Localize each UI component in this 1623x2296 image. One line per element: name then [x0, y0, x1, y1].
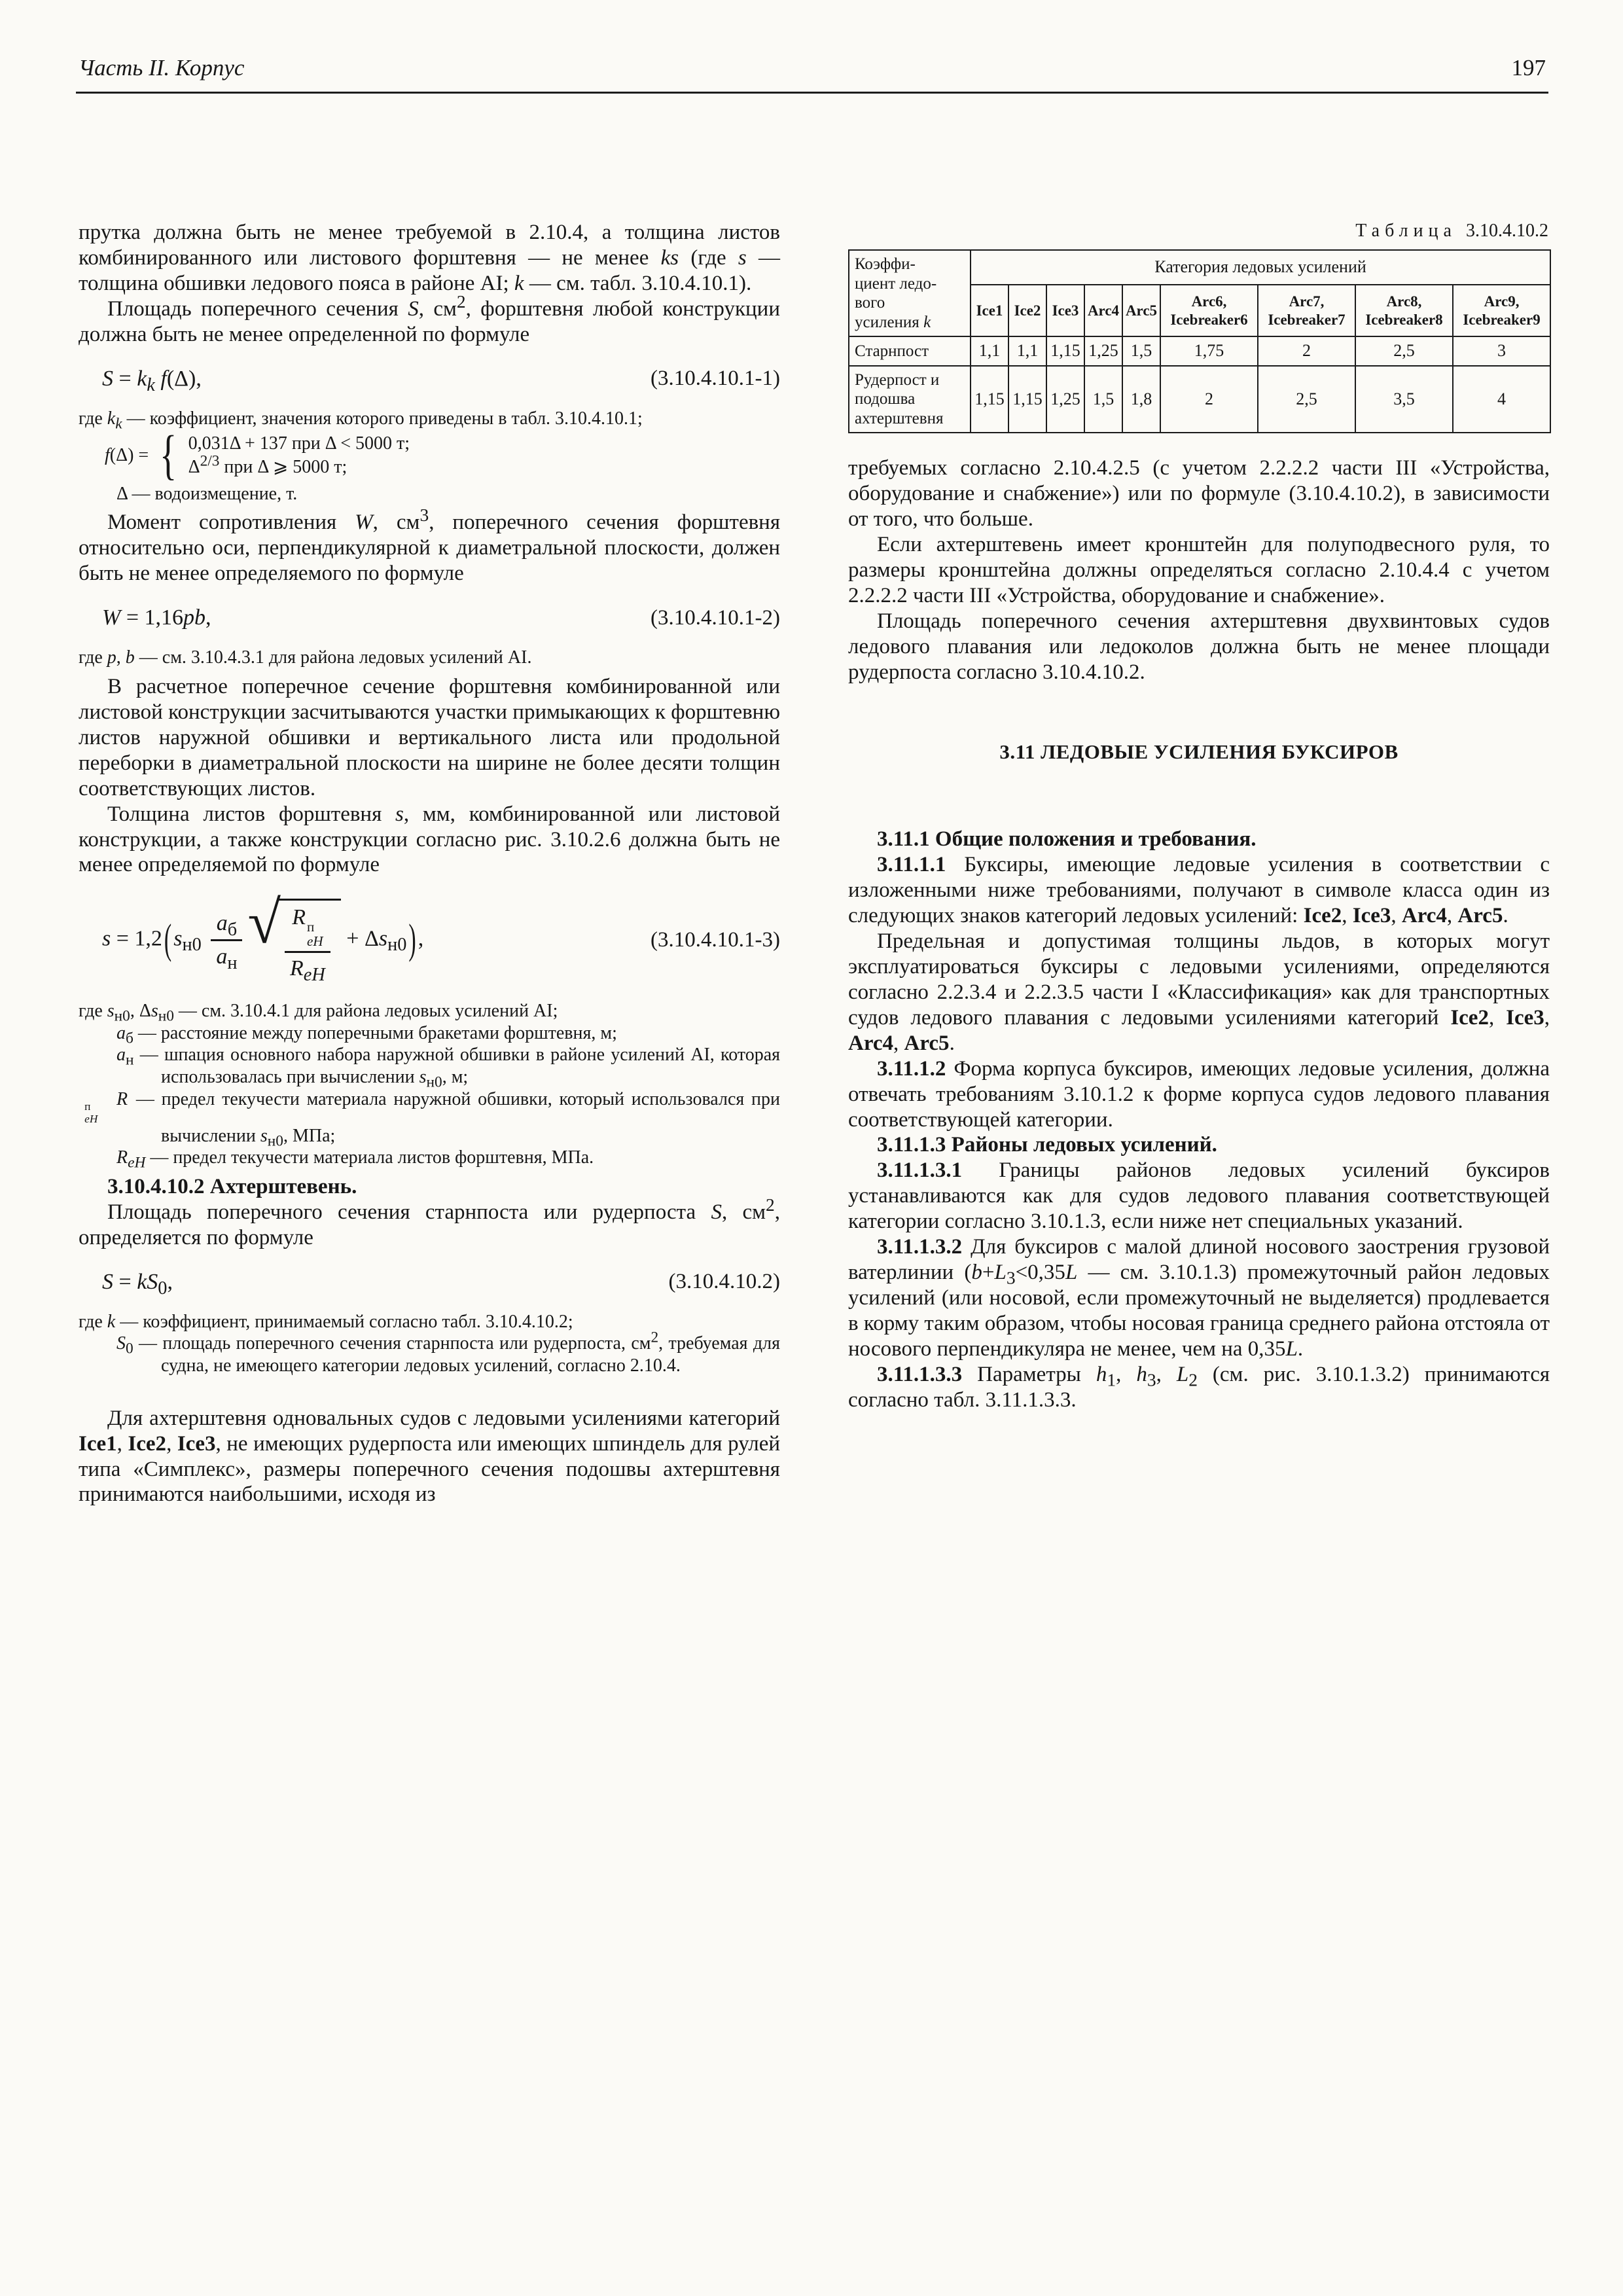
paragraph: Толщина листов форштевня s, мм, комбинированной или листовой конструкции, а также конструкции согласно рис. 3.10.2.6 должна быть не менее определяемой по формуле: [79, 802, 780, 877]
column-header: Arc8, Icebreaker8: [1355, 285, 1453, 336]
cell: 1,8: [1122, 366, 1160, 433]
section-heading-3-11: 3.11 ЛЕДОВЫЕ УСИЛЕНИЯ БУКСИРОВ: [999, 740, 1399, 763]
table-row: [849, 366, 1550, 433]
paragraph: 3.11.1.3.1 Границы районов ледовых усилений буксиров устанавливаются как для судов ледового плавания соответствующей категории согласно 3.10.1.3, если ниже нет специальных указаний.: [848, 1158, 1550, 1234]
piecewise-case: 0,031Δ + 137 при Δ < 5000 т;: [188, 433, 410, 454]
table-caption-word: Таблица: [1355, 221, 1457, 241]
column-header: Ice1: [971, 285, 1008, 336]
row-label: Старнпост: [849, 336, 971, 366]
equation-number: (3.10.4.10.1-1): [651, 367, 780, 391]
column-header: Arc4: [1084, 285, 1122, 336]
cell: 1,15: [1008, 366, 1046, 433]
piecewise-cases: [188, 433, 410, 478]
definition-line: $a_н$ — шпация основного набора наружной обшивки в районе усилений AI, которая использовалась при вычислении $s_{н0}$, м;: [116, 1045, 780, 1091]
cell: 1,5: [1084, 366, 1122, 433]
definitions-block: [79, 1000, 780, 1172]
column-header: Arc7, Icebreaker7: [1258, 285, 1355, 336]
cell: 1,15: [971, 366, 1008, 433]
paragraph: Площадь поперечного сечения S, $см^2$, форштевня любой конструкции должна быть не менее определенной по формуле: [79, 291, 781, 346]
row-label: Рудерпост и подошва ахтерштевня: [849, 366, 971, 433]
table-caption-number: 3.10.4.10.2: [1466, 221, 1548, 241]
definition-line: где $k_k$ — коэффициент, значения которого приведены в табл. 3.10.4.10.1;: [79, 408, 643, 433]
piecewise-formula: [105, 425, 780, 486]
subsection-heading: 3.11.1.3 Районы ледовых усилений.: [877, 1133, 1217, 1157]
running-head: [79, 56, 1546, 79]
paragraph: требуемых согласно 2.10.4.2.5 (с учетом 2.2.2.2 части III «Устройства, оборудование и снабжение») или по формуле (3.10.4.10.2), в зависимости от того, что больше.: [848, 456, 1550, 531]
definition-line: где $s_{н0}$, $\Delta s_{н0}$ — см. 3.10.4.1 для района ледовых усилений AI;: [79, 1001, 558, 1025]
equation-number: (3.10.4.10.1-2): [651, 605, 780, 630]
table-header-row: [849, 250, 1550, 285]
left-column: [79, 220, 780, 1507]
column-header: Ice3: [1046, 285, 1084, 336]
formula-3-10-4-10-1-3: [79, 889, 780, 985]
paragraph: 3.11.1.3.2 Для буксиров с малой длиной носового заострения грузовой ватерлинии ($b+L_3<0,35L$ — см. 3.10.1.3) промежуточный район ледовых усилений (или носовой, если промежуточный не выделяется) продлевается в корму таким образом, чтобы носовая граница среднего района отстояла от носового перпендикуляра не менее, чем на 0,35L.: [848, 1235, 1550, 1361]
equation-number: (3.10.4.10.2): [668, 1270, 780, 1294]
formula-3-10-4-10-2: [79, 1269, 780, 1299]
formula-body: W = 1,16pb,: [102, 605, 211, 630]
paragraph: Площадь поперечного сечения ахтерштевня двухвинтовых судов ледового плавания или ледоколов должна быть не менее площади рудерпоста согласно 3.10.4.10.2.: [848, 609, 1550, 684]
paragraph: В расчетное поперечное сечение форштевня комбинированной или листовой конструкции засчитываются участки примыкающих к форштевню листов наружной обшивки и вертикального листа или продольной переборки в диаметральной плоскости на ширине не более десяти толщин соответствующих листов.: [79, 674, 780, 800]
paragraph: Если ахтерштевень имеет кронштейн для полуподвесного руля, то размеры кронштейна должны определяться согласно 2.10.4.4 с учетом 2.2.2.2 части III «Устройства, оборудование и снабжение».: [848, 533, 1550, 607]
header-rule: [76, 92, 1548, 94]
table-group-header: Категория ледовых усилений: [971, 250, 1550, 285]
piecewise-case: $\Delta^{2/3}$ при Δ ⩾ 5000 т;: [188, 452, 348, 478]
cell: 2: [1160, 366, 1258, 433]
definitions-block: [79, 1311, 780, 1377]
formula-3-10-4-10-1-2: [79, 605, 780, 631]
table-caption: [848, 220, 1548, 242]
column-header: Arc6, Icebreaker6: [1160, 285, 1258, 336]
paragraph: Площадь поперечного сечения старнпоста или рудерпоста S, $см^2$, определяется по формуле: [79, 1194, 780, 1249]
paragraph: 3.11.1.2 Форма корпуса буксиров, имеющих ледовые усиления, должна отвечать требованиям 3.10.1.2 к форме корпуса судов ледового плавания соответствующей категории.: [848, 1056, 1550, 1132]
table-corner-header: Коэффи- циент ледо- вого усиления k: [849, 250, 971, 336]
paragraph: 3.11.1.3.3 Параметры $h_1$, $h_3$, $L_2$ (см. рис. 3.10.1.3.2) принимаются согласно табл. 3.11.1.3.3.: [848, 1362, 1550, 1412]
definition-line: $R_{eH}$ — предел текучести материала листов форштевня, МПа.: [116, 1147, 594, 1172]
piecewise-lhs: f(Δ) =: [105, 445, 149, 466]
cell: 3,5: [1355, 366, 1453, 433]
page-number: 197: [1511, 55, 1546, 81]
definition-line: $S_0$ — площадь поперечного сечения старнпоста или рудерпоста, $см^2$, требуемая для судна, не имеющего категории ледовых усилений, согласно 2.10.4.: [116, 1329, 780, 1376]
definitions-block: [79, 647, 780, 669]
definition-line: где k — коэффициент, принимаемый согласно табл. 3.10.4.10.2;: [79, 1311, 573, 1332]
paragraph: прутка должна быть не менее требуемой в 2.10.4, а толщина листов комбинированного или листового форштевня — не менее ks (где s — толщина обшивки ледового пояса в районе AI; k — см. табл. 3.10.4.10.1).: [79, 221, 781, 295]
cell: 1,1: [971, 336, 1008, 366]
page-content: [79, 220, 1550, 1507]
right-column: [848, 220, 1550, 1507]
cell: 2,5: [1258, 366, 1355, 433]
cell: 4: [1453, 366, 1550, 433]
subsection-heading: 3.11.1 Общие положения и требования.: [877, 827, 1257, 852]
cell: 1,25: [1046, 366, 1084, 433]
table-ice-coefficients: [848, 249, 1551, 433]
definition-line: $a_б$ — расстояние между поперечными бракетами форштевня, м;: [116, 1022, 617, 1047]
equation-number: (3.10.4.10.1-3): [651, 928, 780, 952]
cell: 1,15: [1046, 336, 1084, 366]
cell: 2: [1258, 336, 1355, 366]
paragraph: Предельная и допустимая толщины льдов, в которых могут эксплуатироваться буксиры с ледовыми усилениями, определяются согласно 2.2.3.4 и 2.2.3.5 части I «Классификация» как для транспортных судов ледового плавания с ледовыми усилениями категорий Ice2, Ice3, Arc4, Arc5.: [848, 929, 1550, 1055]
column-header: Arc9, Icebreaker9: [1453, 285, 1550, 336]
cell: 1,75: [1160, 336, 1258, 366]
cell: 2,5: [1355, 336, 1453, 366]
paragraph: Момент сопротивления W, $см^3$, поперечного сечения форштевня относительно оси, перпендикулярной к диаметральной плоскости, должен быть не менее определяемого по формуле: [79, 505, 781, 586]
definition-line: где p, b — см. 3.10.4.3.1 для района ледовых усилений AI.: [79, 647, 532, 668]
paragraph: Для ахтерштевня одновальных судов с ледовыми усилениями категорий Ice1, Ice2, Ice3, не имеющих рудерпоста или имеющих шпиндель для рулей типа «Симплекс», размеры поперечного сечения подошвы ахтерштевня принимаются наибольшими, исходя из: [79, 1406, 781, 1507]
cell: 3: [1453, 336, 1550, 366]
subsection-heading: 3.10.4.10.2 Ахтерштевень.: [107, 1174, 357, 1198]
brace-glyph: {: [160, 425, 177, 486]
definition-line: R п eH — предел текучести материала наружной обшивки, который использовался при вычислении $s_{н0}$, МПа;: [84, 1088, 780, 1150]
definitions-block: [79, 408, 780, 505]
chapter-title: Часть II. Корпус: [79, 55, 245, 81]
formula-body: $S = kS_0$,: [102, 1269, 173, 1299]
column-header: Ice2: [1008, 285, 1046, 336]
paragraph: 3.11.1.1 Буксиры, имеющие ледовые усиления в соответствии с изложенными ниже требованиями, получают в символе класса один из следующих знаков категорий ледовых усилений: Ice2, Ice3, Arc4, Arc5.: [848, 853, 1550, 928]
formula-body: $s = 1,2(s_{н0}$ $\frac{a_б}{a_н}$ √ R п eH $R_{eH}$ + $\Delta s_{н0}$),: [102, 889, 424, 985]
column-header: Arc5: [1122, 285, 1160, 336]
formula-3-10-4-10-1-1: [79, 366, 780, 395]
table-row: [849, 336, 1550, 366]
cell: 1,25: [1084, 336, 1122, 366]
formula-body: $S = k_k$ f(Δ),: [102, 366, 202, 395]
cell: 1,1: [1008, 336, 1046, 366]
cell: 1,5: [1122, 336, 1160, 366]
definition-line: Δ — водоизмещение, т.: [116, 483, 298, 504]
